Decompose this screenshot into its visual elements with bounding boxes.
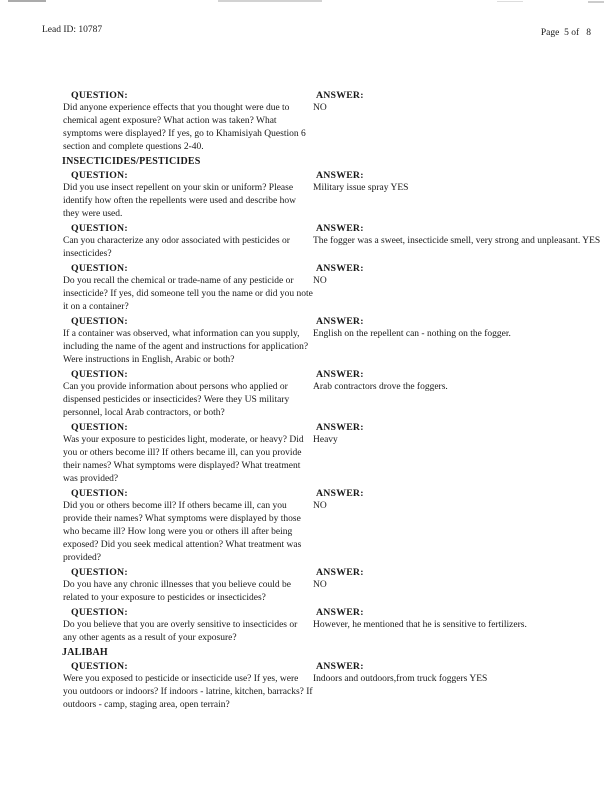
qa-block [0,487,612,565]
question-text: Did you or others become ill? If others became ill, can you provide their names? What symptoms were displayed by those who became ill? How long were you or others ill after being exposed? Did you seek medical attention? What treatment was provided? [63,501,302,563]
question-text: Do you have any chronic illnesses that you believe could be related to your exposure to pesticides or insecticides? [63,580,291,603]
answer-text: However, he mentioned that he is sensitive to fertilizers. [313,620,527,630]
qa-block [0,89,612,154]
answer-label: ANSWER: [316,607,364,618]
question-text: Did you use insect repellent on your skin or uniform? Please identify how often the repellents were used and describe how they were used. [63,183,296,219]
scan-artifact [8,0,46,2]
lead-id-label: Lead ID: 10787 [42,25,103,35]
question-label: QUESTION: [71,567,128,578]
answer-text: Arab contractors drove the foggers. [313,382,448,392]
question-text: Were you exposed to pesticide or insecticide use? If yes, were you outdoors or indoors? If indoors - latrine, kitchen, barracks? If outdoors - camp, staging area, open terrain? [63,674,313,710]
answer-label: ANSWER: [316,567,364,578]
question-label: QUESTION: [71,422,128,433]
question-label: QUESTION: [71,661,128,672]
answer-text: NO [313,580,327,590]
qa-block [0,660,612,712]
question-text: Do you recall the chemical or trade-name of any pesticide or insecticide? If yes, did someone tell you the name or did you note it on a container? [63,276,313,312]
answer-label: ANSWER: [316,661,364,672]
qa-content [0,89,612,713]
qa-block [0,421,612,486]
answer-label: ANSWER: [316,488,364,499]
answer-label: ANSWER: [316,90,364,101]
question-label: QUESTION: [71,223,128,234]
qa-block [0,566,612,605]
question-label: QUESTION: [71,488,128,499]
answer-text: NO [313,501,327,511]
answer-label: ANSWER: [316,263,364,274]
answer-text: Military issue spray YES [313,183,409,193]
section-header-insecticides: INSECTICIDES/PESTICIDES [62,156,201,167]
question-text: If a container was observed, what information can you supply, including the name of the agent and instructions for application? Were instructions in English, Arabic or both? [63,329,309,365]
answer-text: Heavy [313,435,338,445]
qa-block [0,169,612,221]
question-text: Was your exposure to pesticides light, moderate, or heavy? Did you or others become ill? If others became ill, can you provide their names? What symptoms were displayed? What treatment was provided? [63,435,304,484]
answer-label: ANSWER: [316,369,364,380]
answer-text: NO [313,103,327,113]
section-header-jalibah: JALIBAH [62,647,108,658]
scan-artifact [497,1,523,2]
question-text: Can you provide information about persons who applied or dispensed pesticides or insecticides? Were they US military personnel, local Arab contractors, or both? [63,382,290,418]
question-label: QUESTION: [71,369,128,380]
question-label: QUESTION: [71,263,128,274]
question-label: QUESTION: [71,316,128,327]
question-text: Can you characterize any odor associated with pesticides or insecticides? [63,236,290,259]
answer-label: ANSWER: [316,223,364,234]
qa-block [0,222,612,261]
question-text: Did anyone experience effects that you thought were due to chemical agent exposure? What action was taken? What symptoms were displayed? If yes, go to Khamisiyah Question 6 section and complete questions 2-40. [63,103,306,152]
answer-text: NO [313,276,327,286]
qa-block [0,262,612,314]
question-label: QUESTION: [71,607,128,618]
answer-label: ANSWER: [316,422,364,433]
answer-text: The fogger was a sweet, insecticide smell, very strong and unpleasant. YES [313,236,601,246]
answer-label: ANSWER: [316,170,364,181]
question-label: QUESTION: [71,170,128,181]
answer-label: ANSWER: [316,316,364,327]
question-label: QUESTION: [71,90,128,101]
qa-block [0,368,612,420]
page-number-label: Page 5 of 8 [540,28,591,38]
answer-text: Indoors and outdoors,from truck foggers YES [313,674,488,684]
qa-block [0,315,612,367]
answer-text: English on the repellent can - nothing on the fogger. [313,329,511,339]
scan-artifact [588,1,604,3]
qa-block [0,606,612,645]
scan-artifact [218,0,322,2]
question-text: Do you believe that you are overly sensitive to insecticides or any other agents as a result of your exposure? [63,620,298,643]
